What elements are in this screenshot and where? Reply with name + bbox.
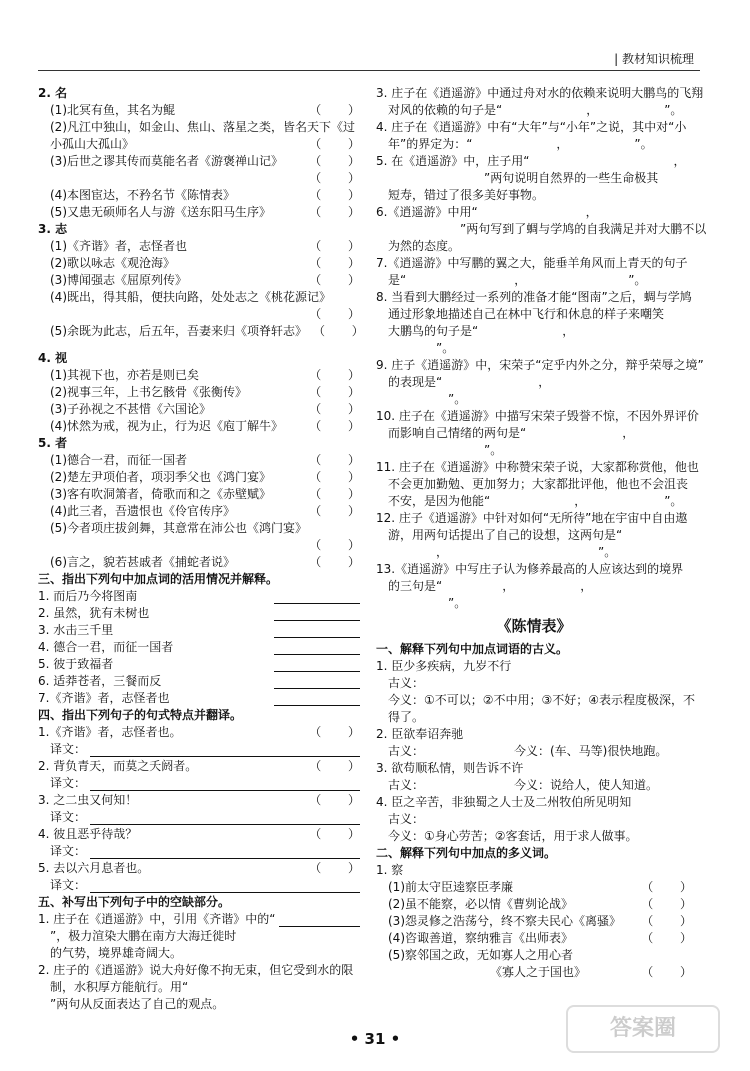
answer-blank[interactable] (274, 593, 360, 604)
question-line (38, 385, 360, 400)
line-text: 二、解释下列句中加点的多义词。 (376, 845, 557, 860)
answer-parentheses[interactable] (303, 827, 360, 842)
question-line (376, 596, 692, 611)
question-line (38, 239, 360, 254)
question-line (376, 154, 692, 169)
line-text: 小孤山大孤山》 (50, 137, 135, 151)
question-line (38, 402, 360, 417)
line-text: (3)后世之谬其传而莫能名者《游褒禅山记》 (50, 154, 283, 168)
line-text: 的气势，境界雄奇阔大。 (50, 946, 183, 960)
line-text: ”。 (388, 443, 503, 457)
question-line (376, 692, 696, 708)
answer-parentheses[interactable] (303, 453, 360, 468)
line-text: 2. 名 (38, 86, 68, 100)
line-text: 6. 适莽苍者，三餐而反 (38, 674, 162, 688)
question-line (38, 674, 360, 689)
question-line (38, 368, 360, 383)
question-line (376, 579, 692, 594)
answer-parentheses[interactable] (303, 273, 360, 288)
line-text: 2. 虽然，犹有未树也 (38, 606, 150, 620)
question-heading (38, 708, 360, 723)
line-text: 而影响自己情绪的两句是“ ， (388, 426, 689, 440)
question-line (38, 810, 360, 825)
line-text: 11. 庄子在《逍遥游》中称赞宋荣子说，大家都称赏他，他也 (376, 460, 699, 474)
answer-blank[interactable] (274, 678, 360, 689)
answer-underline[interactable] (90, 780, 360, 791)
question-line (38, 307, 360, 322)
line-text: 译文： (50, 878, 87, 892)
line-text: 《寡人之于国也》 (400, 964, 587, 979)
question-line (376, 931, 692, 946)
question-line (376, 829, 692, 844)
question-line (376, 778, 692, 793)
question-line (38, 188, 360, 203)
question-line (376, 171, 692, 186)
line-text: (2)楚左尹项伯者，项羽季父也《鸿门宴》 (50, 470, 271, 484)
question-line (376, 744, 692, 759)
line-text: 古义： 今义：说给人，使人知道。 (388, 777, 659, 792)
line-text: 2. 庄子的《逍遥游》说大舟好像不拘无束，但它受到水的限 (38, 963, 354, 977)
answer-parentheses[interactable] (307, 324, 364, 339)
line-text: 3. 水击三千里 (38, 623, 114, 637)
question-line (376, 659, 692, 674)
answer-parentheses[interactable] (303, 385, 360, 400)
question-line (376, 239, 692, 254)
answer-blank[interactable] (274, 610, 360, 621)
left-column (38, 86, 360, 1014)
answer-underline[interactable] (90, 848, 360, 859)
question-line (376, 324, 692, 339)
question-line (38, 538, 360, 553)
line-text: (6)言之，貌若甚戚者《捕蛇者说》 (50, 555, 235, 569)
answer-parentheses[interactable] (635, 931, 692, 946)
question-heading (38, 351, 360, 366)
answer-parentheses[interactable] (303, 793, 360, 808)
answer-parentheses[interactable] (303, 402, 360, 417)
line-text: 3. 欲苟顺私情，则告诉不许 (376, 760, 524, 775)
line-text: 3. 之二虫又何知！ (38, 793, 138, 807)
question-line (38, 504, 360, 519)
line-text: 1.《齐谐》者，志怪者也。 (38, 725, 182, 739)
answer-parentheses[interactable] (303, 171, 360, 186)
line-text: ”两句写到了蜩与学鸠的自我满足并对大鹏不以 (388, 222, 707, 236)
answer-parentheses[interactable] (635, 880, 692, 895)
answer-blank[interactable] (274, 661, 360, 672)
line-text: (4)本图宦达，不矜名节《陈情表》 (50, 188, 235, 202)
question-line (38, 273, 360, 288)
question-line (376, 676, 692, 691)
question-line (376, 137, 692, 152)
question-line (38, 640, 360, 655)
question-line (38, 912, 360, 927)
question-line (38, 154, 360, 169)
question-line (38, 963, 360, 978)
question-line (38, 521, 360, 536)
question-line (38, 980, 360, 995)
line-text: 5. 者 (38, 436, 68, 450)
question-line (38, 324, 360, 339)
line-text: (3)怨灵修之浩荡兮，终不察夫民心《离骚》 (388, 913, 621, 928)
question-line (376, 188, 692, 203)
line-text: (4)咨诹善道，察纳雅言《出师表》 (388, 930, 573, 945)
line-text: 4. 视 (38, 351, 68, 365)
answer-parentheses[interactable] (303, 205, 360, 220)
answer-parentheses[interactable] (303, 555, 360, 570)
question-line (376, 880, 692, 895)
line-text: 是“ ， ”。 (388, 273, 647, 287)
line-text: 1. 庄子在《逍遥游》中，引用《齐谐》中的“ (38, 912, 276, 926)
question-line (376, 914, 692, 929)
question-line (376, 965, 692, 980)
line-text: 7.《逍遥游》中写鹏的翼之大，能垂羊角风而上青天的句子 (376, 256, 688, 270)
question-line (38, 171, 360, 186)
line-text: (5)察邻国之政，无如寡人之用心者 (388, 947, 573, 962)
line-text: 12. 庄子《逍遥游》中针对如何“无所待”地在宇宙中自由遨 (376, 511, 688, 525)
line-text: 通过形象地描述自己在林中飞行和休息的样子来嘲笑 (388, 307, 665, 321)
line-text: 的三句是“ ， ， (388, 579, 659, 593)
line-text: 的表现是“ ， (388, 375, 665, 389)
page-number: • 31 • (349, 1030, 401, 1048)
question-line (376, 358, 704, 373)
line-text: 4. 臣之辛苦，非独蜀之人士及二州牧伯所见明知 (376, 794, 632, 809)
answer-underline[interactable] (90, 814, 360, 825)
answer-parentheses[interactable] (303, 307, 360, 322)
line-text: (2)视事三年，上书乞骸骨《张衡传》 (50, 385, 247, 399)
line-text: 7.《齐谐》者，志怪者也 (38, 691, 170, 705)
question-line (38, 844, 360, 859)
question-line (376, 409, 699, 424)
answer-parentheses[interactable] (303, 256, 360, 271)
question-line (376, 477, 692, 492)
question-line (38, 256, 360, 271)
question-line (376, 392, 692, 407)
line-text: 年”的界定为：“ ， ”。 (388, 137, 653, 151)
line-text: 五、补写出下列句子中的空缺部分。 (38, 895, 231, 909)
line-text: 8. 当看到大鹏经过一系列的准备才能“图南”之后，蜩与学鸠 (376, 290, 692, 304)
line-text: 今义：①不可以；②不中用；③不好；④表示程度极深，不 (388, 692, 696, 707)
question-heading (38, 222, 360, 237)
answer-parentheses[interactable] (303, 861, 360, 876)
question-line (38, 589, 360, 604)
question-line (38, 103, 360, 118)
question-line (38, 776, 360, 791)
line-text: 译文： (50, 844, 87, 858)
line-text: 不会更加勤勉、更加努力；大家都批评他，他也不会沮丧 (388, 477, 689, 491)
answer-parentheses[interactable] (303, 239, 360, 254)
line-text: (4)此三者，吾遗恨也《伶官传序》 (50, 504, 235, 518)
answer-parentheses[interactable] (303, 759, 360, 774)
question-heading (376, 642, 692, 657)
question-line (376, 375, 692, 390)
line-text: 4. 德合一君，而征一国者 (38, 640, 174, 654)
line-text: 古义： 今义：(车、马等)很快地跑。 (388, 743, 668, 758)
line-text: 5. 在《逍遥游》中，庄子用“ ， (376, 154, 686, 168)
answer-parentheses[interactable] (303, 504, 360, 519)
line-text: (1)前太守臣逵察臣孝廉 (388, 879, 513, 894)
question-line (376, 103, 692, 118)
question-line (376, 812, 692, 827)
line-text: 3. 庄子在《逍遥游》中通过舟对水的依赖来说明大鹏鸟的飞翔 (376, 86, 704, 100)
question-line (376, 528, 695, 543)
line-text: (5)又患无硕师名人与游《送东阳马生序》 (50, 205, 271, 219)
answer-parentheses[interactable] (303, 103, 360, 118)
line-text: (1)其视下也，亦若是则已矣 (50, 368, 199, 382)
section-header: | 教材知识梳理 (614, 52, 694, 66)
line-text: (4)怵然为戒，视为止，行为迟《庖丁解牛》 (50, 419, 283, 433)
question-heading (38, 572, 360, 587)
question-line (38, 453, 360, 468)
question-line (38, 137, 360, 152)
line-text: 古义： (388, 811, 611, 826)
line-text: 一、解释下列句中加点词语的古义。 (376, 641, 569, 656)
line-text: (1)《齐谐》者，志怪者也 (50, 239, 187, 253)
question-line (38, 470, 360, 485)
line-text: 译文： (50, 776, 87, 790)
line-text: 1. 察 (376, 862, 404, 877)
line-text: (3)博闻强志《屈原列传》 (50, 273, 187, 287)
answer-underline[interactable] (90, 746, 360, 757)
answer-parentheses[interactable] (635, 897, 692, 912)
line-text: 5. 彼于致福者 (38, 657, 114, 671)
question-line (376, 256, 692, 271)
line-text: 为然的态度。 (388, 239, 461, 253)
question-line (38, 725, 360, 740)
question-line (38, 657, 360, 672)
line-text: 2. 臣欲奉诏奔驰 (376, 726, 464, 741)
line-text: ”。 (388, 341, 455, 355)
section-title: 《陈情表》 (496, 617, 572, 635)
answer-parentheses[interactable] (635, 914, 692, 929)
question-line (38, 691, 360, 706)
line-text: (2)虽不能察，必以情《曹刿论战》 (388, 896, 573, 911)
right-column (376, 86, 707, 982)
question-line (376, 443, 692, 458)
line-text: 13.《逍遥游》中写庄子认为修养最高的人应该达到的境界 (376, 562, 684, 576)
line-text: 6.《逍遥游》中用“ ， (376, 205, 676, 219)
line-text: (1)北冥有鱼，其名为鲲 (50, 103, 175, 117)
question-line (376, 86, 704, 101)
question-line (376, 727, 692, 742)
line-text: (5)余既为此志，后五年，吾妻来归《项脊轩志》 (50, 324, 307, 338)
answer-parentheses[interactable] (303, 725, 360, 740)
question-heading (376, 846, 692, 861)
line-text: 不安，是因为他能“ ， ”。 (388, 494, 683, 508)
question-line (38, 946, 360, 961)
line-text: (4)既出，得其船，便扶向路，处处志之《桃花源记》 (50, 290, 332, 304)
question-line (38, 623, 360, 638)
line-text: 9. 庄子《逍遥游》中，宋荣子“定乎内外之分，辩乎荣辱之境” (376, 358, 704, 372)
line-text: 得了。 (388, 709, 425, 724)
line-text: 5. 去以六月息者也。 (38, 861, 150, 875)
line-text: (5)今者项庄拔剑舞，其意常在沛公也《鸿门宴》 (50, 521, 307, 535)
question-line (376, 948, 692, 963)
question-line (376, 120, 692, 135)
line-text: ”。 (388, 392, 467, 406)
question-line (376, 562, 692, 577)
question-line (376, 205, 692, 220)
question-line (376, 341, 692, 356)
line-text: 4. 庄子在《逍遥游》中有“大年”与“小年”之说，其中对“小 (376, 120, 687, 134)
line-text: 1. 而后乃今将图南 (38, 589, 138, 603)
answer-parentheses[interactable] (635, 965, 692, 980)
question-line (38, 742, 360, 757)
line-text: 制，水积厚方能航行。用“ (50, 980, 189, 994)
question-line (38, 827, 360, 842)
question-line (38, 793, 360, 808)
line-text: (3)子孙视之不甚惜《六国论》 (50, 402, 211, 416)
answer-parentheses[interactable] (303, 538, 360, 553)
question-line (38, 120, 360, 135)
watermark-logo: 答案圈 (566, 1005, 720, 1053)
question-line (38, 487, 360, 502)
question-line (38, 290, 360, 305)
question-line (376, 273, 692, 288)
answer-parentheses[interactable] (303, 368, 360, 383)
question-line (38, 555, 360, 570)
question-line (38, 205, 360, 220)
answer-underline[interactable] (90, 882, 360, 893)
question-line (376, 545, 692, 560)
answer-parentheses[interactable] (303, 419, 360, 434)
question-line (376, 863, 692, 878)
question-line (376, 290, 692, 305)
question-line (376, 460, 699, 475)
line-text: 3. 志 (38, 222, 68, 236)
question-line (38, 997, 360, 1012)
question-line (376, 795, 692, 810)
answer-blank[interactable] (274, 695, 360, 706)
line-text: 译文： (50, 742, 87, 756)
line-text: 三、指出下列句中加点词的活用情况并解释。 (38, 572, 279, 586)
answer-parentheses[interactable] (303, 188, 360, 203)
answer-parentheses[interactable] (303, 154, 360, 169)
question-line (38, 419, 360, 434)
line-text: (1)德合一君，而征一国者 (50, 453, 187, 467)
question-line (38, 759, 360, 774)
line-text: ”两句说明自然界的一些生命极其 (388, 171, 659, 185)
answer-parentheses[interactable] (303, 137, 360, 152)
question-line (38, 929, 360, 944)
question-heading (38, 436, 360, 451)
question-line (38, 861, 360, 876)
answer-blank[interactable] (274, 627, 360, 638)
question-line (38, 606, 360, 621)
line-text: (3)客有吹洞箫者，倚歌而和之《赤壁赋》 (50, 487, 271, 501)
answer-underline[interactable] (279, 916, 360, 927)
line-text: 今义：①身心劳苦；②客套话，用于求人做事。 (388, 828, 638, 843)
question-line (376, 761, 692, 776)
line-text: 4. 彼且恶乎待哉？ (38, 827, 138, 841)
question-line (376, 897, 692, 912)
line-text: 短寿，错过了很多美好事物。 (388, 188, 545, 202)
line-text: 对风的依赖的句子是“ ， ”。 (388, 103, 683, 117)
answer-parentheses[interactable] (303, 470, 360, 485)
line-text: 2. 背负青天，而莫之夭阏者。 (38, 759, 198, 773)
question-line (376, 494, 692, 509)
line-text: 大鹏鸟的句子是“ ， (388, 324, 665, 338)
line-text: (2)凡江中独山，如金山、焦山、落星之类，皆名天下《过 (50, 120, 356, 134)
line-text: ”，极力渲染大鹏在南方大海迁徙时 (50, 929, 237, 943)
question-line (376, 426, 692, 441)
question-line (376, 511, 692, 526)
header-divider (38, 70, 700, 71)
line-text: 游，用两句话提出了自己的设想，这两句是“ (388, 528, 695, 542)
line-text: 译文： (50, 810, 87, 824)
line-text: ， ”。 (388, 545, 617, 559)
spacer (38, 341, 360, 351)
question-heading (38, 895, 360, 910)
line-text: ”两句从反面表达了自己的观点。 (50, 997, 225, 1011)
line-text: (2)歌以咏志《观沧海》 (50, 256, 175, 270)
answer-parentheses[interactable] (303, 487, 360, 502)
line-text: 10. 庄子在《逍遥游》中描写宋荣子毁誉不惊，不因外界评价 (376, 409, 699, 423)
line-text: 四、指出下列句子的句式特点并翻译。 (38, 708, 243, 722)
question-line (38, 878, 360, 893)
question-line (376, 710, 692, 725)
question-heading (38, 86, 360, 101)
question-line (376, 222, 707, 237)
line-text: 古义： (388, 675, 611, 690)
line-text: 1. 臣少多疾病，九岁不行 (376, 658, 512, 673)
question-line (376, 307, 692, 322)
answer-blank[interactable] (274, 644, 360, 655)
line-text: ”。 (388, 596, 467, 610)
